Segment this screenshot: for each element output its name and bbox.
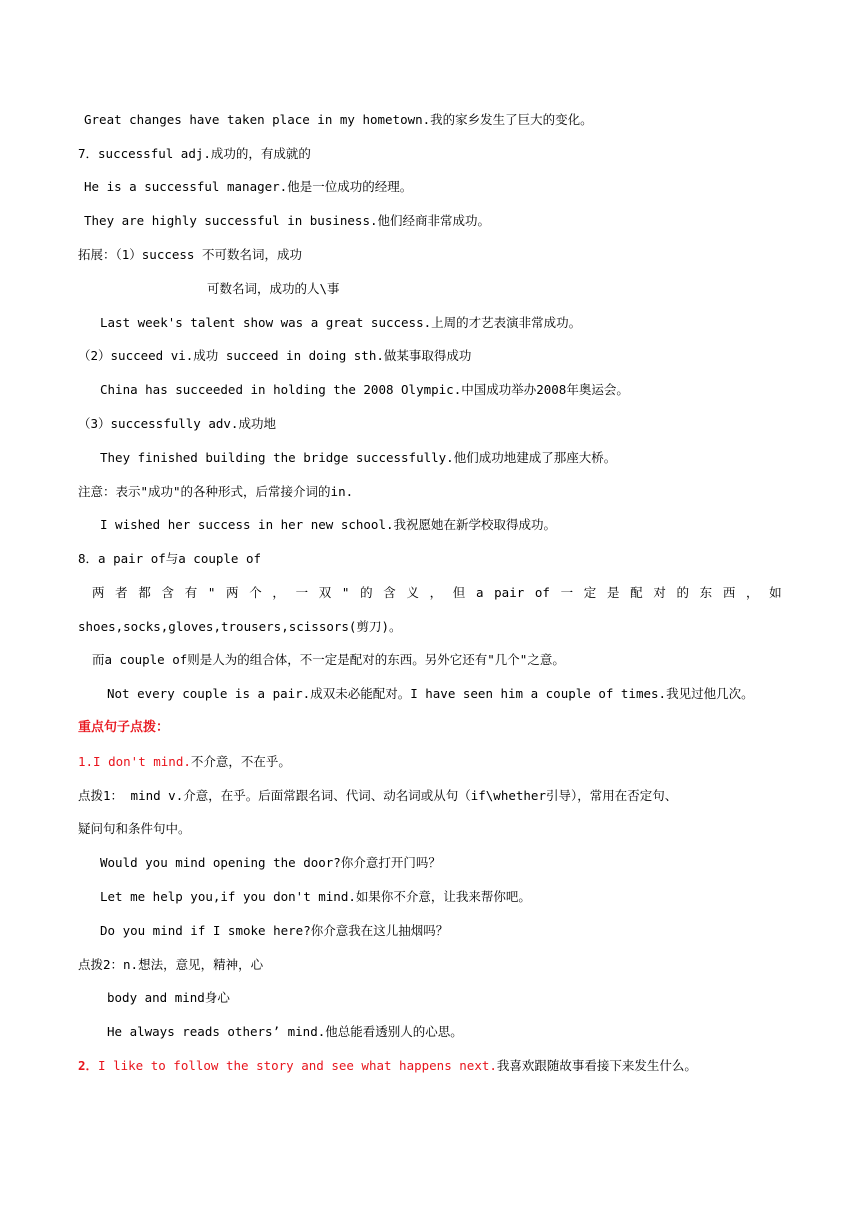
extension-note: 拓展：（1）success 不可数名词，成功 xyxy=(78,247,302,262)
example-sentence: body and mind身心 xyxy=(107,990,230,1005)
key-sentence xyxy=(78,1057,697,1075)
word: 双 xyxy=(318,585,332,600)
key-sentence xyxy=(78,753,291,771)
example-sentence: He is a successful manager.他是一位成功的经理。 xyxy=(84,179,413,194)
word: a xyxy=(475,585,484,600)
example-sentence: Do you mind if I smoke here?你介意我在这儿抽烟吗？ xyxy=(100,923,449,938)
word: 的 xyxy=(360,585,373,600)
vocab-heading: 7．successful adj.成功的，有成就的 xyxy=(78,146,311,161)
word: 都 xyxy=(138,585,151,600)
word: 如 xyxy=(769,585,782,600)
word: " xyxy=(341,585,350,600)
word: 定 xyxy=(583,585,597,600)
section-heading: 重点句子点拨： xyxy=(78,720,170,735)
extension-note: （2）succeed vi.成功 succeed in doing sth.做某事取得成功 xyxy=(78,348,472,363)
word: 含 xyxy=(383,585,396,600)
tip-text: 点拨2：n.想法，意见，精神，心 xyxy=(78,957,264,972)
key-sentence-english: 1.I don't mind. xyxy=(78,754,191,769)
word: of xyxy=(534,585,550,600)
word: 两 xyxy=(92,585,105,600)
word: 一 xyxy=(295,585,309,600)
example-sentence: Let me help you,if you don't mind.如果你不介意，让我来帮你吧。 xyxy=(100,889,531,904)
word: 一 xyxy=(560,585,574,600)
key-sentence-english: I like to follow the story and see what happens next. xyxy=(98,1058,497,1073)
word: 东 xyxy=(699,585,713,600)
paragraph-line: shoes,socks,gloves,trousers,scissors(剪刀)。 xyxy=(78,619,402,634)
word: 西 xyxy=(722,585,736,600)
key-sentence-chinese: 我喜欢跟随故事看接下来发生什么。 xyxy=(496,1058,697,1073)
word: 者 xyxy=(115,585,128,600)
example-sentence: He always reads others’ mind.他总能看透别人的心思。 xyxy=(107,1024,463,1039)
tip-text: 疑问句和条件句中。 xyxy=(78,821,191,836)
word: ， xyxy=(429,585,443,600)
word: 含 xyxy=(161,585,175,600)
extension-note: （3）successfully adv.成功地 xyxy=(78,416,276,431)
example-sentence: Not every couple is a pair.成双未必能配对。I have seen him a couple of times.我见过他几次。 xyxy=(107,686,754,701)
vocab-heading: 8．a pair of与a couple of xyxy=(78,551,262,566)
example-sentence: Last week's talent show was a great success.上周的才艺表演非常成功。 xyxy=(100,315,582,330)
word: 但 xyxy=(452,585,466,600)
key-sentence-chinese: 不介意，不在乎。 xyxy=(190,754,291,769)
example-sentence: Great changes have taken place in my hometown.我的家乡发生了巨大的变化。 xyxy=(84,112,593,127)
word: " xyxy=(207,585,216,600)
extension-note: 可数名词，成功的人\事 xyxy=(207,281,340,296)
word: ， xyxy=(272,585,285,600)
note: 注意：表示"成功"的各种形式，后常接介词的in. xyxy=(78,484,354,499)
word: pair xyxy=(494,585,525,600)
example-sentence: I wished her success in her new school.我祝愿她在新学校取得成功。 xyxy=(100,517,557,532)
key-sentence-number: 2． xyxy=(78,1058,99,1073)
word: 配 xyxy=(630,585,643,600)
justified-paragraph-line xyxy=(92,584,782,602)
word: 两 xyxy=(226,585,239,600)
word: 是 xyxy=(606,585,620,600)
example-sentence: They finished building the bridge successfully.他们成功地建成了那座大桥。 xyxy=(100,450,617,465)
example-sentence: They are highly successful in business.他们经商非常成功。 xyxy=(84,213,491,228)
word: 有 xyxy=(184,585,198,600)
word: 的 xyxy=(676,585,689,600)
paragraph-line: 而a couple of则是人为的组合体，不一定是配对的东西。另外它还有"几个"之意。 xyxy=(92,652,565,667)
word: 义 xyxy=(406,585,419,600)
example-sentence: China has succeeded in holding the 2008 Olympic.中国成功举办2008年奥运会。 xyxy=(100,382,629,397)
word: 对 xyxy=(653,585,666,600)
word: 个 xyxy=(249,585,262,600)
word: ， xyxy=(746,585,759,600)
example-sentence: Would you mind opening the door?你介意打开门吗？ xyxy=(100,855,441,870)
tip-text: 点拨1： mind v.介意，在乎。后面常跟名词、代词、动名词或从句（if\whether引导），常用在否定句、 xyxy=(78,788,678,803)
